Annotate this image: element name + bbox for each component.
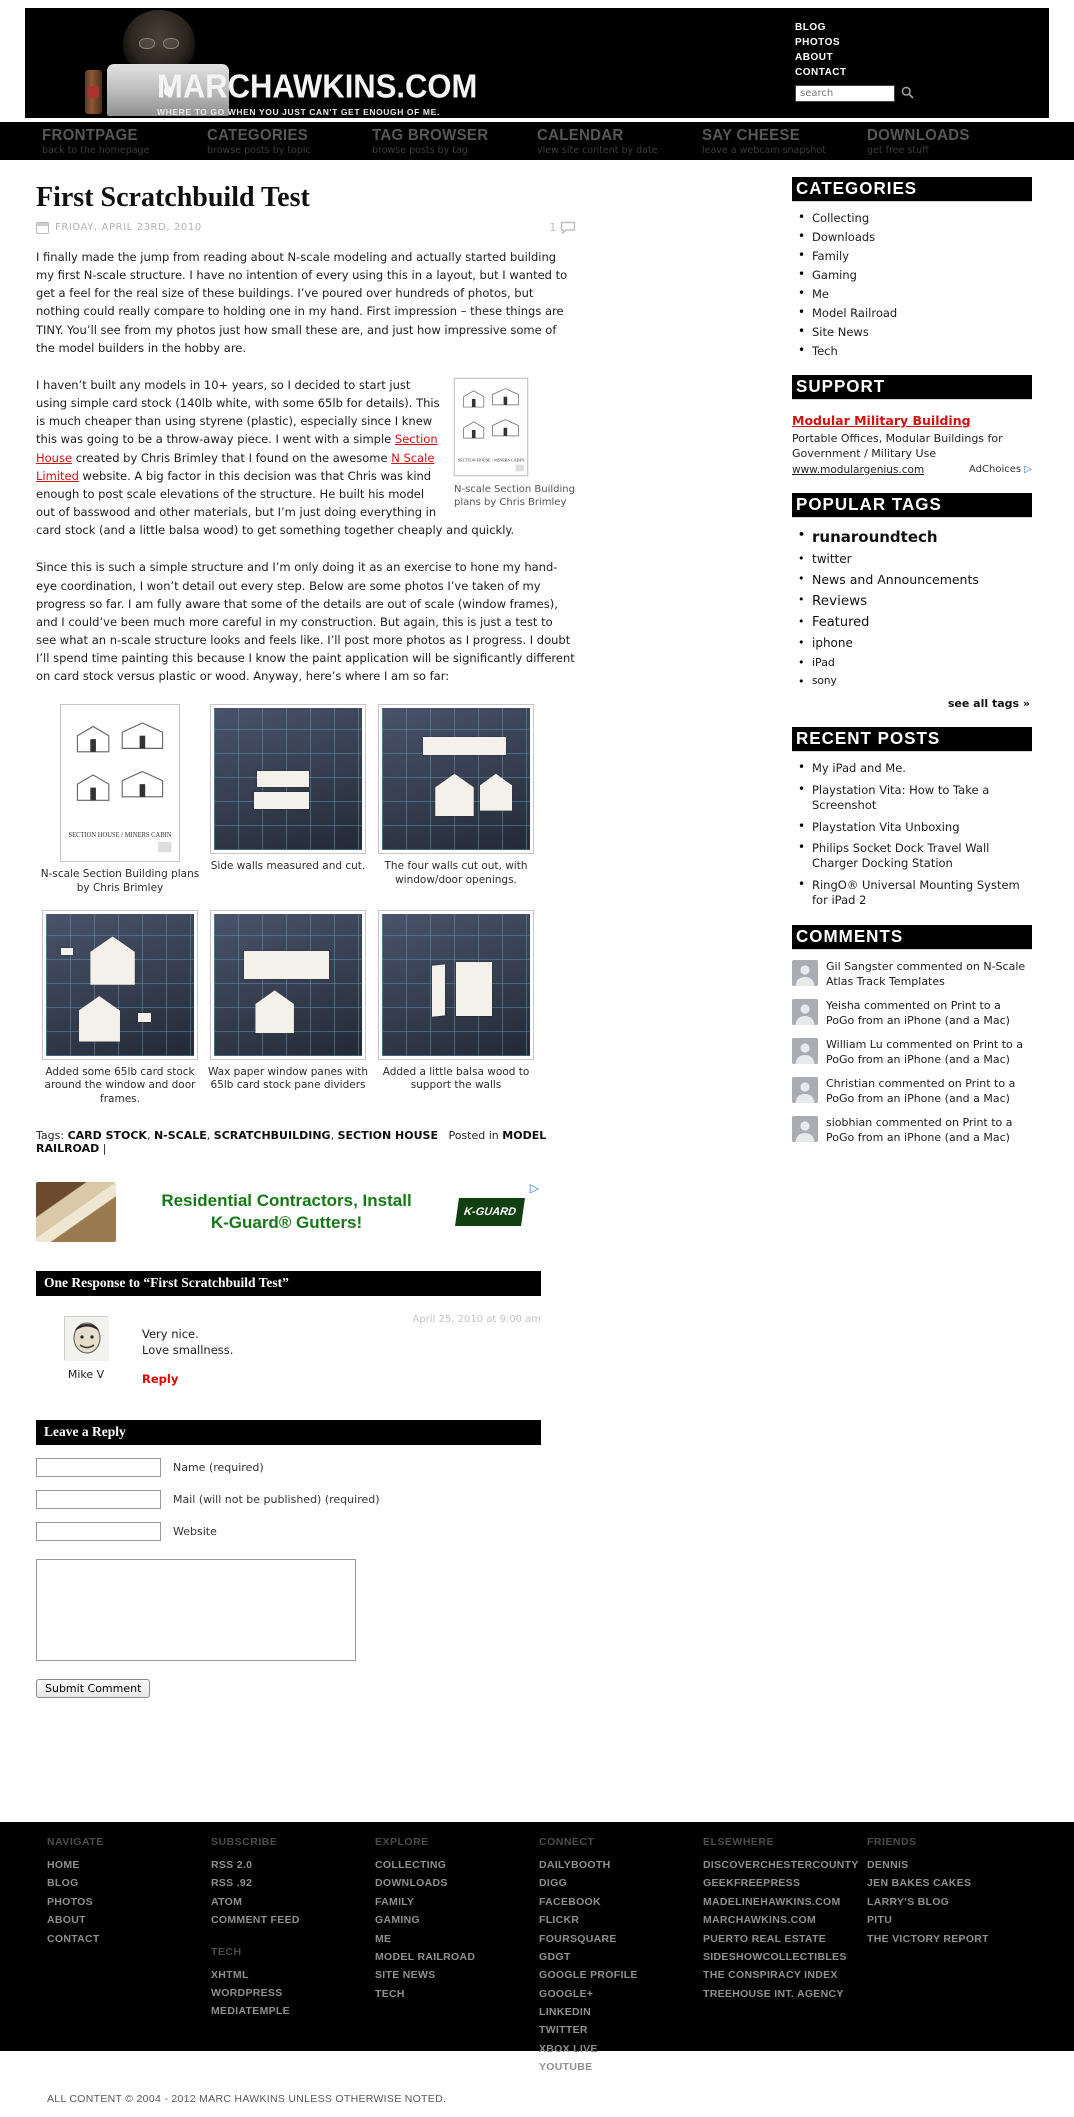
sidebar-category-model-railroad[interactable]: • Model Railroad bbox=[798, 306, 1032, 320]
form-row bbox=[36, 1522, 576, 1541]
sidebar-category-me[interactable]: • Me bbox=[798, 287, 1032, 301]
site-title[interactable]: MARCHAWKINS.COM bbox=[157, 67, 478, 105]
commenter-avatar bbox=[792, 1116, 818, 1142]
popular-tag-sony[interactable]: • sony bbox=[798, 675, 1032, 687]
photo-shape bbox=[90, 936, 134, 984]
footer-link-blog[interactable]: BLOG bbox=[47, 1877, 79, 1890]
footer-link-jen-bakes-cakes[interactable]: JEN BAKES CAKES bbox=[867, 1877, 972, 1890]
navbar-item-label: TAG BROWSER bbox=[372, 126, 489, 144]
photo-image bbox=[46, 914, 194, 1056]
footer-link-marchawkins-com[interactable]: MARCHAWKINS.COM bbox=[703, 1914, 816, 1927]
photo-thumbnail-mat-walls[interactable] bbox=[378, 704, 534, 854]
footer-link-xbox-live[interactable]: XBOX LIVE bbox=[539, 2042, 598, 2055]
photo-image bbox=[214, 708, 362, 850]
sidebar-comment-item[interactable] bbox=[792, 1077, 1032, 1106]
navbar-item-say-cheese[interactable] bbox=[702, 127, 867, 156]
recent-post-playstation-vita-unboxing[interactable]: • Playstation Vita Unboxing bbox=[798, 820, 1032, 835]
sidebar-header-categories: CATEGORIES bbox=[792, 177, 1032, 201]
site-header bbox=[25, 8, 1049, 118]
sidebar-comment-text: Yeisha commented on Print to a PoGo from an iPhone (and a Mac) bbox=[826, 999, 1010, 1027]
recent-post-my-ipad-and-me[interactable]: • My iPad and Me. bbox=[798, 761, 1032, 776]
footer-column bbox=[703, 1836, 867, 2093]
photo-figure bbox=[372, 910, 540, 1107]
svg-text:SECTION HOUSE / MINERS CABIN: SECTION HOUSE / MINERS CABIN bbox=[457, 457, 525, 463]
photo-thumbnail-mat-panes[interactable] bbox=[210, 910, 366, 1060]
photo-shape bbox=[456, 962, 492, 1016]
sidebar-comment-text: William Lu commented on Print to a PoGo from an iPhone (and a Mac) bbox=[826, 1038, 1024, 1066]
support-ad bbox=[792, 410, 1032, 476]
footer-link-contact[interactable]: CONTACT bbox=[47, 1932, 100, 1945]
sidebar-comment-text: Gil Sangster commented on N-Scale Atlas Track Templates bbox=[826, 960, 1026, 988]
navbar-item-subtitle: browse posts by tag bbox=[372, 144, 468, 156]
navbar-item-categories[interactable] bbox=[207, 127, 372, 156]
footer-link-pitu[interactable]: PITU bbox=[867, 1914, 893, 1927]
sidebar-header-popular-tags: POPULAR TAGS bbox=[792, 493, 1032, 517]
commenter-avatar bbox=[792, 960, 818, 986]
comment-avatar bbox=[64, 1316, 108, 1360]
navbar-item-label: CALENDAR bbox=[537, 126, 624, 144]
photo-figure bbox=[36, 704, 204, 895]
thumbnail-caption: N-scale Section Building plans by Chris Brimley bbox=[454, 483, 575, 509]
website-field[interactable] bbox=[36, 1522, 161, 1541]
footer-group-elsewhere bbox=[703, 1836, 867, 2003]
inline-link-n-scale-limited[interactable]: N Scale Limited bbox=[36, 450, 435, 483]
reply-link[interactable]: Reply bbox=[142, 1371, 179, 1386]
footer-group-friends bbox=[867, 1836, 1031, 1948]
submit-comment-button[interactable]: Submit Comment bbox=[36, 1679, 150, 1698]
comment-body bbox=[142, 1313, 541, 1388]
search-icon[interactable] bbox=[901, 84, 914, 103]
sidebar-header-support: SUPPORT bbox=[792, 375, 1032, 399]
header-nav-link-photos[interactable]: PHOTOS bbox=[795, 37, 841, 48]
footer-link-collecting[interactable]: COLLECTING bbox=[375, 1859, 447, 1871]
sidebar-category-downloads[interactable]: • Downloads bbox=[798, 230, 1032, 244]
footer-group-navigate bbox=[47, 1836, 211, 1948]
footer-link-family[interactable]: FAMILY bbox=[375, 1895, 415, 1908]
main-navbar bbox=[0, 122, 1074, 160]
post-meta bbox=[36, 221, 576, 234]
footer-link-the-victory-report[interactable]: THE VICTORY REPORT bbox=[867, 1932, 989, 1945]
photo-caption: N-scale Section Building plans by Chris Brimley bbox=[40, 868, 200, 895]
post-thumbnail[interactable] bbox=[454, 378, 576, 510]
comment-author: Mike V bbox=[67, 1367, 105, 1381]
sidebar-comment-text: Christian commented on Print to a PoGo from an iPhone (and a Mac) bbox=[826, 1077, 1016, 1105]
tag-link-n-scale[interactable]: N-SCALE bbox=[153, 1128, 207, 1142]
site-identity[interactable] bbox=[157, 67, 478, 117]
ad-text[interactable]: Residential Contractors, Install K-Guard® Gutters! bbox=[161, 1191, 412, 1232]
photo-shape bbox=[480, 774, 513, 811]
drink-can-image bbox=[85, 70, 102, 114]
sidebar bbox=[792, 160, 1032, 1155]
comment-line: Very nice. bbox=[142, 1326, 199, 1341]
recent-post-ringo-universal-mounting-syste[interactable]: • RingO® Universal Mounting System for iPad 2 bbox=[798, 878, 1032, 908]
calendar-icon bbox=[36, 222, 49, 234]
comment-count[interactable]: 1 bbox=[549, 221, 576, 234]
footer-link-gdgt[interactable]: GDGT bbox=[539, 1950, 571, 1963]
article-paragraph: I haven’t built any models in 10+ years, so I decided to start just using simple card stock (140lb white, with some 65lb for details). This is much cheaper than using styrene (plastic), especially since I knew this was going to be a throw-away piece. I went with a simple Section House created by Chris Brimley that I found on the awesome N Scale Limited website. A big factor in this decision was that Chris was kind enough to post scale elevations of the structure. He built his model out of basswood and other materials, but I’m just doing everything in card stock (and a little balsa wood) to get something together cheaply and quickly. bbox=[36, 377, 515, 538]
sidebar-category-gaming[interactable]: • Gaming bbox=[798, 268, 1032, 282]
photo-shape bbox=[257, 771, 309, 787]
tag-link-scratchbuilding[interactable]: SCRATCHBUILDING bbox=[213, 1128, 331, 1142]
reply-form bbox=[36, 1458, 576, 1698]
sidebar-comments-list bbox=[792, 960, 1032, 1145]
field-label-website: Website bbox=[173, 1524, 217, 1538]
adchoices-icon: ▷ bbox=[1024, 464, 1032, 476]
recent-post-playstation-vita-how-to-take-a[interactable]: • Playstation Vita: How to Take a Screenshot bbox=[798, 783, 1032, 813]
header-nav-link-contact[interactable]: CONTACT bbox=[795, 67, 847, 78]
site-footer bbox=[0, 1822, 1074, 2105]
popular-tag-twitter[interactable]: • twitter bbox=[798, 552, 1032, 566]
header-nav-link-about[interactable]: ABOUT bbox=[795, 52, 834, 63]
footer-heading-explore: EXPLORE bbox=[375, 1836, 429, 1848]
category-link-model-railroad[interactable]: MODEL RAILROAD bbox=[36, 1128, 547, 1155]
popular-tag-reviews[interactable]: • Reviews bbox=[798, 593, 1032, 609]
footer-link-photos[interactable]: PHOTOS bbox=[47, 1895, 93, 1908]
site-tagline: WHERE TO GO WHEN YOU JUST CAN'T GET ENOUGH OF ME. bbox=[157, 107, 440, 117]
navbar-item-label: SAY CHEESE bbox=[702, 126, 801, 144]
footer-link-larry-s-blog[interactable]: LARRY'S BLOG bbox=[867, 1895, 950, 1908]
footer-heading-connect: CONNECT bbox=[539, 1836, 595, 1848]
footer-link-dailybooth[interactable]: DAILYBOOTH bbox=[539, 1859, 611, 1871]
footer-group-explore bbox=[375, 1836, 539, 2003]
footer-link-gaming[interactable]: GAMING bbox=[375, 1914, 420, 1927]
glasses-image bbox=[139, 38, 179, 48]
adchoices-icon[interactable]: ▷ bbox=[529, 1180, 539, 1195]
navbar-item-subtitle: get free stuff bbox=[867, 144, 929, 156]
sidebar-category-family[interactable]: • Family bbox=[798, 249, 1032, 263]
photo-caption: Side walls measured and cut. bbox=[210, 860, 366, 873]
sidebar-comment-item[interactable] bbox=[792, 960, 1032, 989]
responses-header: One Response to “First Scratchbuild Test” bbox=[36, 1271, 541, 1296]
footer-link-linkedin[interactable]: LINKEDIN bbox=[539, 2006, 591, 2018]
footer-link-wordpress[interactable]: WORDPRESS bbox=[211, 1986, 283, 1999]
footer-link-model-railroad[interactable]: MODEL RAILROAD bbox=[375, 1950, 476, 1963]
header-nav bbox=[795, 22, 1025, 78]
photo-figure bbox=[204, 704, 372, 895]
navbar-item-label: FRONTPAGE bbox=[42, 126, 138, 144]
footer-link-treehouse-int-agency[interactable]: TREEHOUSE INT. AGENCY bbox=[703, 1987, 844, 2000]
svg-text:SECTION HOUSE / MINERS CABIN: SECTION HOUSE / MINERS CABIN bbox=[68, 832, 172, 840]
popular-tag-iphone[interactable]: • iphone bbox=[798, 636, 1032, 650]
footer-link-downloads[interactable]: DOWNLOADS bbox=[375, 1877, 448, 1890]
photo-shape bbox=[254, 792, 309, 809]
commenter-avatar bbox=[792, 1077, 818, 1103]
footer-link-mediatemple[interactable]: MEDIATEMPLE bbox=[211, 2005, 290, 2018]
footer-link-madelinehawkins-com[interactable]: MADELINEHAWKINS.COM bbox=[703, 1895, 841, 1908]
footer-heading-friends: FRIENDS bbox=[867, 1836, 917, 1848]
footer-link-rss-92[interactable]: RSS .92 bbox=[211, 1877, 253, 1890]
footer-link-foursquare[interactable]: FOURSQUARE bbox=[539, 1932, 617, 1945]
footer-group-subscribe bbox=[211, 1836, 375, 1930]
footer-column bbox=[867, 1836, 1031, 2093]
footer-group-tech bbox=[211, 1946, 375, 2021]
footer-group-connect bbox=[539, 1836, 703, 2077]
photo-image bbox=[382, 708, 530, 850]
recent-posts-list bbox=[798, 761, 1032, 909]
photo-image bbox=[64, 708, 176, 858]
sidebar-category-site-news[interactable]: • Site News bbox=[798, 325, 1032, 339]
photo-caption: The four walls cut out, with window/door openings. bbox=[384, 860, 528, 887]
footer-column bbox=[375, 1836, 539, 2093]
photo-shape bbox=[61, 948, 73, 955]
footer-heading-elsewhere: ELSEWHERE bbox=[703, 1836, 775, 1848]
photo-shape bbox=[138, 1013, 151, 1022]
photo-caption: Added some 65lb card stock around the window and door frames. bbox=[44, 1065, 196, 1105]
footer-link-about[interactable]: ABOUT bbox=[47, 1914, 86, 1927]
sidebar-header-comments: COMMENTS bbox=[792, 925, 1032, 949]
popular-tag-news-and-announcements[interactable]: • News and Announcements bbox=[798, 572, 1032, 587]
footer-heading-navigate: NAVIGATE bbox=[47, 1836, 104, 1848]
navbar-item-subtitle: browse posts by topic bbox=[207, 144, 311, 156]
footer-link-google-profile[interactable]: GOOGLE PROFILE bbox=[539, 1969, 638, 1982]
photo-shape bbox=[255, 990, 293, 1033]
footer-column bbox=[539, 1836, 703, 2093]
photo-shape bbox=[244, 951, 330, 979]
photo-shape bbox=[435, 774, 473, 817]
form-row bbox=[36, 1458, 576, 1477]
footer-link-dennis[interactable]: DENNIS bbox=[867, 1859, 909, 1871]
support-ad-url[interactable]: www.modulargenius.com bbox=[792, 463, 925, 476]
footer-link-home[interactable]: HOME bbox=[47, 1859, 80, 1871]
see-all-tags-link[interactable]: see all tags » bbox=[947, 696, 1030, 710]
comment-bubble-icon bbox=[560, 221, 576, 234]
footer-link-the-conspiracy-index[interactable]: THE CONSPIRACY INDEX bbox=[703, 1969, 838, 1982]
footer-link-twitter[interactable]: TWITTER bbox=[539, 2024, 588, 2037]
footer-link-me[interactable]: ME bbox=[375, 1932, 392, 1945]
category-list bbox=[798, 211, 1032, 358]
ad-logo: K-GUARD bbox=[455, 1198, 525, 1226]
photo-image bbox=[214, 914, 362, 1056]
popular-tag-runaroundtech[interactable]: • runaroundtech bbox=[798, 528, 1032, 546]
navbar-item-frontpage[interactable] bbox=[42, 127, 207, 156]
popular-tag-featured[interactable]: • Featured bbox=[798, 615, 1032, 630]
navbar-item-subtitle: leave a webcam snapshot bbox=[702, 144, 826, 156]
support-ad-description: Portable Offices, Modular Buildings for Government / Military Use bbox=[792, 432, 1003, 460]
sidebar-category-collecting[interactable]: • Collecting bbox=[798, 211, 1032, 225]
ad-gutter-image bbox=[36, 1182, 116, 1242]
photo-figure bbox=[372, 704, 540, 895]
footer-link-flickr[interactable]: FLICKR bbox=[539, 1914, 580, 1927]
sidebar-category-tech[interactable]: • Tech bbox=[798, 344, 1032, 358]
photo-thumbnail-mat-pieces[interactable] bbox=[210, 704, 366, 854]
article-paragraph: I finally made the jump from reading about N-scale modeling and actually started building my first N-scale structure. I have no intention of every using this in a layout, but I wanted to get a feel for the real size of these buildings. I’ve poured over hundreds of photos, but nothing could really compare to holding one in my hand. First impression – these things are TINY. You’ll see from my photos just how small these are, and just how impressive some of the model builders in the hobby are. bbox=[36, 250, 568, 355]
mail-field[interactable] bbox=[36, 1490, 161, 1509]
photo-shape bbox=[79, 996, 120, 1041]
footer-link-youtube[interactable]: YOUTUBE bbox=[539, 2061, 593, 2074]
header-nav-link-blog[interactable]: BLOG bbox=[795, 22, 826, 33]
post-title: First Scratchbuild Test bbox=[36, 182, 310, 213]
article-paragraph: Since this is such a simple structure and I’m only doing it as an exercise to hone my hand-eye coordination, I won’t detail out every step. Below are some photos I’ve taken of my progress so far. I am fully aware that some of the details are out of scale (window frames), and I could’ve been much more careful in my construction. But again, this is just a test to see what an n-scale structure looks and feels like. I’ll post more photos as I progress. I doubt I’ll spend time painting this because I know the paint application will be significantly different on card stock versus plastic or wood. Anyway, here’s where I am so far: bbox=[36, 560, 575, 684]
inline-link-section-house[interactable]: Section House bbox=[36, 432, 438, 465]
photo-shape bbox=[432, 964, 445, 1017]
commenter-avatar bbox=[792, 1038, 818, 1064]
field-label-mail-will-not-be-published-required: Mail (will not be published) (required) bbox=[173, 1492, 380, 1506]
footer-column bbox=[211, 1836, 375, 2093]
footer-link-discoverchestercounty[interactable]: DISCOVERCHESTERCOUNTY bbox=[703, 1859, 859, 1871]
post-date: FRIDAY, APRIL 23RD, 2010 bbox=[55, 222, 202, 233]
navbar-item-subtitle: back to the homepage bbox=[42, 144, 150, 156]
photo-figure bbox=[204, 910, 372, 1107]
tags-line: Tags: CARD STOCK, N-SCALE, SCRATCHBUILDING, SECTION HOUSE Posted in MODEL RAILROAD | bbox=[36, 1128, 547, 1155]
comment-line: Love smallness. bbox=[142, 1343, 234, 1358]
name-field[interactable] bbox=[36, 1458, 161, 1477]
popular-tags-list bbox=[798, 528, 1032, 687]
photo-caption: Wax paper window panes with 65lb card stock pane dividers bbox=[207, 1065, 369, 1092]
navbar-item-downloads[interactable] bbox=[867, 127, 1032, 156]
support-ad-title[interactable]: Modular Military Building bbox=[792, 413, 971, 428]
adchoices-label[interactable]: AdChoices ▷ bbox=[969, 464, 1032, 476]
footer-link-puerto-real-estate[interactable]: PUERTO REAL ESTATE bbox=[703, 1932, 827, 1945]
footer-link-google[interactable]: GOOGLE+ bbox=[539, 1987, 594, 2000]
photo-thumbnail-plans[interactable] bbox=[60, 704, 180, 862]
photo-thumbnail-mat-balsa[interactable] bbox=[378, 910, 534, 1060]
footer-link-comment-feed[interactable]: COMMENT FEED bbox=[211, 1914, 300, 1927]
sidebar-comment-item[interactable] bbox=[792, 1116, 1032, 1145]
comment-date: April 25, 2010 at 9:00 am bbox=[412, 1313, 541, 1325]
footer-link-facebook[interactable]: FACEBOOK bbox=[539, 1895, 601, 1908]
sidebar-comment-item[interactable] bbox=[792, 1038, 1032, 1067]
navbar-item-label: DOWNLOADS bbox=[867, 126, 970, 144]
comment-block bbox=[36, 1296, 541, 1392]
footer-heading-tech: TECH bbox=[211, 1945, 242, 1958]
leave-reply-header: Leave a Reply bbox=[36, 1420, 541, 1445]
navbar-item-tag-browser[interactable] bbox=[372, 127, 537, 156]
tag-link-card-stock[interactable]: CARD STOCK bbox=[67, 1128, 147, 1142]
footer-link-xhtml[interactable]: XHTML bbox=[211, 1968, 249, 1981]
search-input[interactable] bbox=[795, 85, 895, 102]
footer-link-tech[interactable]: TECH bbox=[375, 1987, 405, 2000]
tag-link-section-house[interactable]: SECTION HOUSE bbox=[337, 1128, 438, 1142]
sidebar-comment-item[interactable] bbox=[792, 999, 1032, 1028]
footer-link-rss-2-0[interactable]: RSS 2.0 bbox=[211, 1859, 253, 1871]
commenter-avatar bbox=[792, 999, 818, 1025]
footer-link-digg[interactable]: DIGG bbox=[539, 1877, 568, 1890]
footer-link-atom[interactable]: ATOM bbox=[211, 1895, 243, 1908]
comment-textarea[interactable] bbox=[36, 1559, 356, 1661]
navbar-item-label: CATEGORIES bbox=[207, 126, 309, 144]
ad-banner[interactable] bbox=[36, 1181, 541, 1243]
field-label-name-required: Name (required) bbox=[173, 1460, 264, 1474]
photo-caption: Added a little balsa wood to support the walls bbox=[382, 1065, 530, 1092]
sidebar-comment-text: siobhian commented on Print to a PoGo from an iPhone (and a Mac) bbox=[826, 1116, 1013, 1144]
photo-grid bbox=[36, 704, 576, 1106]
post-body bbox=[36, 248, 576, 685]
form-row bbox=[36, 1490, 576, 1509]
photo-figure bbox=[36, 910, 204, 1107]
navbar-item-subtitle: view site content by date bbox=[537, 144, 658, 156]
footer-link-sideshowcollectibles[interactable]: SIDESHOWCOLLECTIBLES bbox=[703, 1950, 847, 1963]
photo-image bbox=[382, 914, 530, 1056]
footer-heading-subscribe: SUBSCRIBE bbox=[211, 1836, 278, 1848]
copyright: ALL CONTENT © 2004 - 2012 MARC HAWKINS UNLESS OTHERWISE NOTED. bbox=[47, 2092, 447, 2105]
footer-column bbox=[47, 1836, 211, 2093]
photo-shape bbox=[423, 737, 506, 755]
thumbnail-image bbox=[454, 378, 528, 476]
navbar-item-calendar[interactable] bbox=[537, 127, 702, 156]
footer-link-site-news[interactable]: SITE NEWS bbox=[375, 1969, 436, 1982]
recent-post-philips-socket-dock-travel-wal[interactable]: • Philips Socket Dock Travel Wall Charger Docking Station bbox=[798, 841, 1032, 871]
footer-link-geekfreepress[interactable]: GEEKFREEPRESS bbox=[703, 1877, 801, 1890]
photo-thumbnail-mat-frames[interactable] bbox=[42, 910, 198, 1060]
sidebar-header-recent-posts: RECENT POSTS bbox=[792, 727, 1032, 751]
popular-tag-ipad[interactable]: • iPad bbox=[798, 656, 1032, 669]
